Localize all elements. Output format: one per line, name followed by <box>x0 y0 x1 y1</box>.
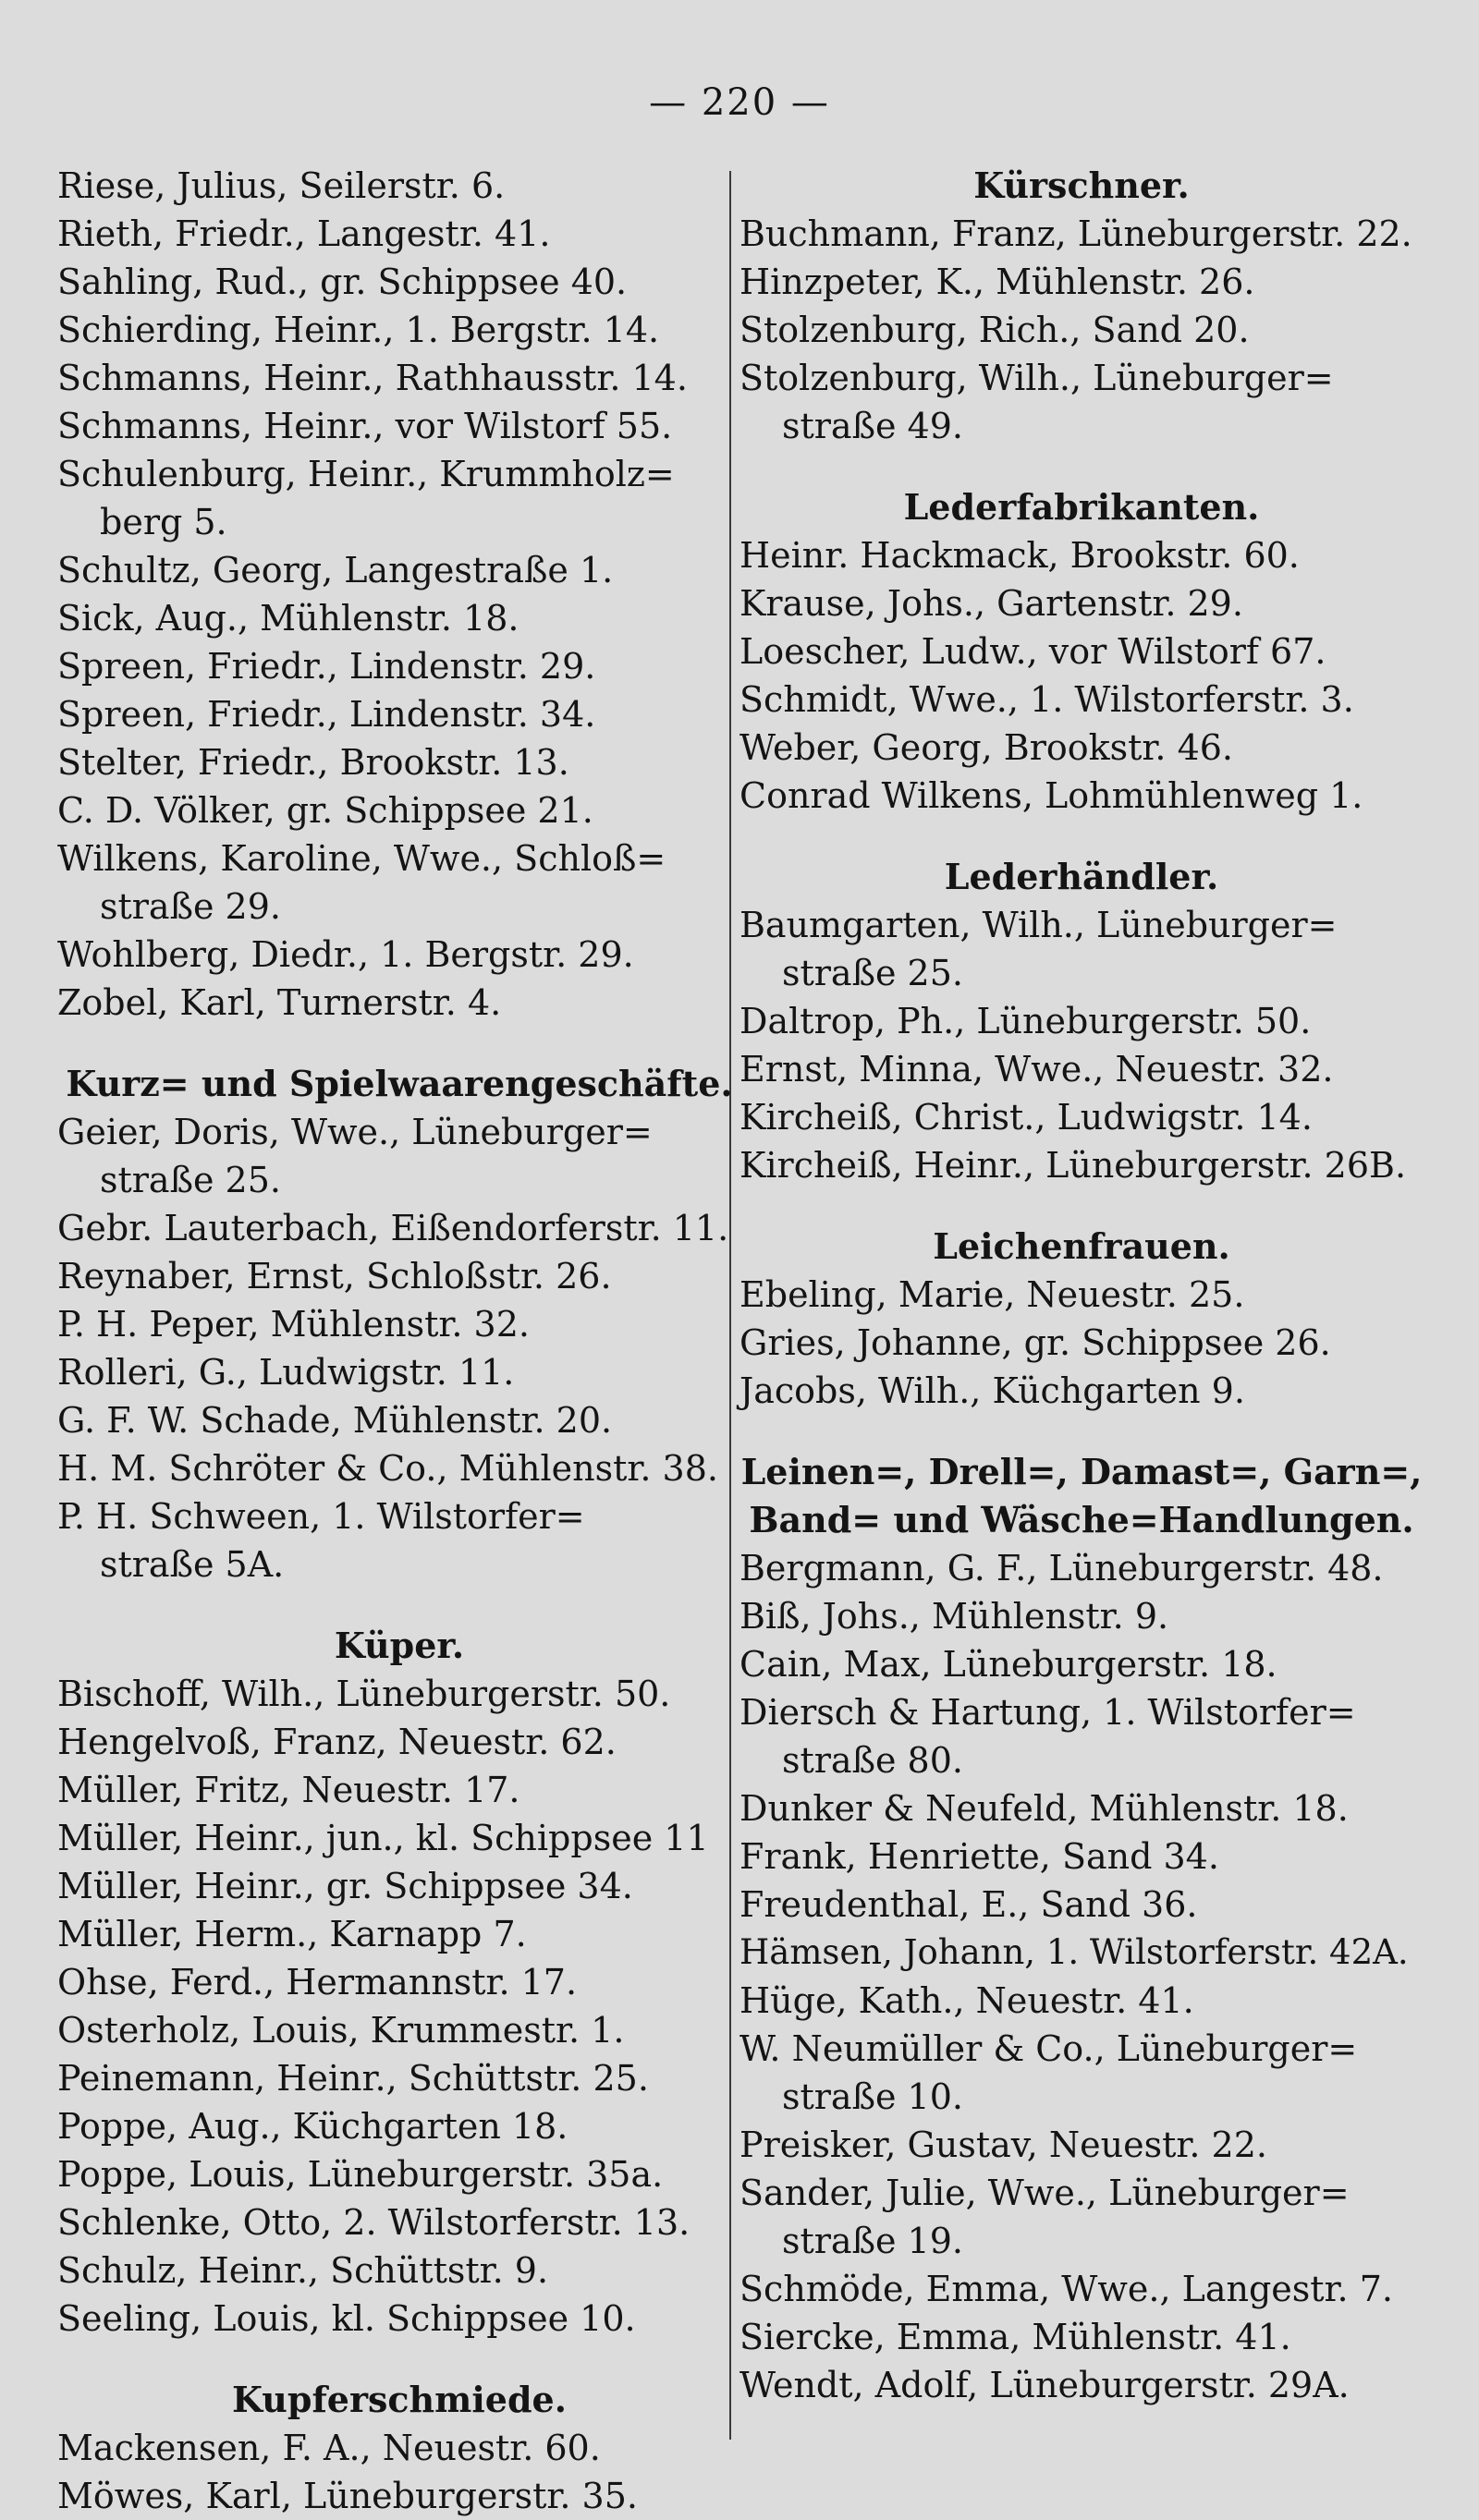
list-item: Kircheiß, Heinr., Lüneburgerstr. 26B. <box>740 1145 1407 1186</box>
list-item: Diersch & Hartung, 1. Wilstorfer= <box>740 1692 1356 1733</box>
list-item: Spreen, Friedr., Lindenstr. 29. <box>57 646 596 687</box>
list-item: Hämsen, Johann, 1. Wilstorferstr. 42A. <box>740 1932 1409 1972</box>
section-heading: Kürschner. <box>973 164 1190 206</box>
page-number: — 220 — <box>649 81 830 124</box>
list-item: Riese, Julius, Seilerstr. 6. <box>57 165 506 206</box>
list-item: Müller, Heinr., jun., kl. Schippsee 11 <box>57 1818 709 1858</box>
list-item: Geier, Doris, Wwe., Lüneburger= <box>57 1112 653 1152</box>
list-item-continuation: straße 19. <box>782 2221 963 2261</box>
list-item: Wohlberg, Diedr., 1. Bergstr. 29. <box>57 934 634 975</box>
list-item: Mackensen, F. A., Neuestr. 60. <box>57 2428 601 2468</box>
list-item: Seeling, Louis, kl. Schippsee 10. <box>57 2298 636 2339</box>
list-item: Rieth, Friedr., Langestr. 41. <box>57 213 551 254</box>
list-item: Stolzenburg, Wilh., Lüneburger= <box>740 358 1334 398</box>
list-item-continuation: straße 29. <box>100 886 281 927</box>
section-heading: Kurz= und Spielwaarengeschäfte. <box>66 1063 733 1104</box>
list-item: Ernst, Minna, Wwe., Neuestr. 32. <box>740 1049 1334 1090</box>
list-item: Baumgarten, Wilh., Lüneburger= <box>740 905 1338 945</box>
list-item: Hinzpeter, K., Mühlenstr. 26. <box>740 262 1255 302</box>
list-item: Sahling, Rud., gr. Schippsee 40. <box>57 262 628 302</box>
section-heading: Lederhändler. <box>944 856 1219 897</box>
list-item: W. Neumüller & Co., Lüneburger= <box>740 2028 1358 2069</box>
list-item: Osterholz, Louis, Krummestr. 1. <box>57 2010 625 2051</box>
list-item: Poppe, Louis, Lüneburgerstr. 35a. <box>57 2154 664 2195</box>
list-item: Heinr. Hackmack, Brookstr. 60. <box>740 535 1300 576</box>
list-item: Dunker & Neufeld, Mühlenstr. 18. <box>740 1788 1349 1829</box>
list-item: Jacobs, Wilh., Küchgarten 9. <box>740 1370 1245 1411</box>
list-item-continuation: berg 5. <box>100 502 227 542</box>
list-item: Siercke, Emma, Mühlenstr. 41. <box>740 2317 1291 2357</box>
section-kuerschner <box>740 162 1424 450</box>
list-item: Stolzenburg, Rich., Sand 20. <box>740 310 1250 350</box>
list-item: Wilkens, Karoline, Wwe., Schloß= <box>57 838 666 879</box>
list-item: Poppe, Aug., Küchgarten 18. <box>57 2106 568 2147</box>
list-item-continuation: straße 80. <box>782 1740 963 1781</box>
list-item: Hengelvoß, Franz, Neuestr. 62. <box>57 1722 617 1762</box>
section-heading: Leichenfrauen. <box>933 1225 1230 1267</box>
section-heading-line2: Band= und Wäsche=Handlungen. <box>749 1499 1414 1540</box>
section-heading: Kupferschmiede. <box>232 2379 567 2420</box>
section-leichenfrauen <box>740 1223 1424 1415</box>
section-heading: Leinen=, Drell=, Damast=, Garn=, <box>740 1451 1423 1492</box>
list-item: Schlenke, Otto, 2. Wilstorferstr. 13. <box>57 2202 691 2243</box>
list-item: P. H. Peper, Mühlenstr. 32. <box>57 1304 530 1345</box>
list-item: Hüge, Kath., Neuestr. 41. <box>740 1980 1194 2021</box>
section-lederfabrikanten <box>740 483 1424 820</box>
list-item: Peinemann, Heinr., Schüttstr. 25. <box>57 2058 649 2099</box>
list-item: Schmanns, Heinr., vor Wilstorf 55. <box>57 406 673 446</box>
left-column <box>57 162 741 2520</box>
list-item: Müller, Herm., Karnapp 7. <box>57 1914 527 1954</box>
list-item: Sick, Aug., Mühlenstr. 18. <box>57 598 519 639</box>
list-item: Schmöde, Emma, Wwe., Langestr. 7. <box>740 2269 1393 2309</box>
section-leinen-waesche <box>740 1448 1424 2409</box>
list-item: Weber, Georg, Brookstr. 46. <box>740 727 1234 768</box>
list-item: Bergmann, G. F., Lüneburgerstr. 48. <box>740 1548 1384 1589</box>
list-item: Buchmann, Franz, Lüneburgerstr. 22. <box>740 213 1412 254</box>
section-heading: Lederfabrikanten. <box>903 486 1260 528</box>
list-item: Müller, Heinr., gr. Schippsee 34. <box>57 1866 633 1906</box>
list-item: Müller, Fritz, Neuestr. 17. <box>57 1770 520 1810</box>
list-item: Kircheiß, Christ., Ludwigstr. 14. <box>740 1097 1313 1138</box>
list-item: Wendt, Adolf, Lüneburgerstr. 29A. <box>740 2365 1350 2405</box>
list-item: Bischoff, Wilh., Lüneburgerstr. 50. <box>57 1674 671 1714</box>
list-item: Schulz, Heinr., Schüttstr. 9. <box>57 2250 549 2291</box>
right-column <box>740 162 1424 2409</box>
list-item: Biß, Johs., Mühlenstr. 9. <box>740 1596 1169 1637</box>
list-item: Conrad Wilkens, Lohmühlenweg 1. <box>740 775 1363 816</box>
list-item: Zobel, Karl, Turnerstr. 4. <box>57 982 502 1023</box>
section-kueper <box>57 1622 741 2343</box>
list-item: Preisker, Gustav, Neuestr. 22. <box>740 2124 1267 2165</box>
list-item: Reynaber, Ernst, Schloßstr. 26. <box>57 1256 612 1297</box>
list-item: Frank, Henriette, Sand 34. <box>740 1836 1219 1877</box>
list-item: Schmidt, Wwe., 1. Wilstorferstr. 3. <box>740 679 1354 720</box>
list-item-continuation: straße 49. <box>782 406 963 446</box>
list-item: Möwes, Karl, Lüneburgerstr. 35. <box>57 2476 638 2516</box>
list-item: Spreen, Friedr., Lindenstr. 34. <box>57 694 596 735</box>
list-item-continuation: straße 25. <box>782 953 963 993</box>
list-item-continuation: straße 25. <box>100 1160 281 1200</box>
list-item: P. H. Schween, 1. Wilstorfer= <box>57 1496 585 1537</box>
list-item: Schultz, Georg, Langestraße 1. <box>57 550 614 590</box>
list-item: Sander, Julie, Wwe., Lüneburger= <box>740 2173 1350 2213</box>
list-item: Cain, Max, Lüneburgerstr. 18. <box>740 1644 1277 1685</box>
list-item: Gries, Johanne, gr. Schippsee 26. <box>740 1322 1331 1363</box>
list-item: Schulenburg, Heinr., Krummholz= <box>57 454 675 494</box>
list-item: Krause, Johs., Gartenstr. 29. <box>740 583 1243 624</box>
list-item: Ebeling, Marie, Neuestr. 25. <box>740 1274 1245 1315</box>
list-item: Ohse, Ferd., Hermannstr. 17. <box>57 1962 578 2003</box>
list-item: G. F. W. Schade, Mühlenstr. 20. <box>57 1400 613 1441</box>
list-item: Rolleri, G., Ludwigstr. 11. <box>57 1352 515 1393</box>
list-item: Freudenthal, E., Sand 36. <box>740 1884 1198 1925</box>
list-item-continuation: straße 5A. <box>100 1544 285 1585</box>
section-seiler-continued <box>57 162 741 1027</box>
list-item-continuation: straße 10. <box>782 2076 963 2117</box>
list-item: Schmanns, Heinr., Rathhausstr. 14. <box>57 358 688 398</box>
list-item: Stelter, Friedr., Brookstr. 13. <box>57 742 569 783</box>
section-lederhaendler <box>740 853 1424 1189</box>
section-heading: Küper. <box>334 1625 465 1666</box>
list-item: H. M. Schröter & Co., Mühlenstr. 38. <box>57 1448 718 1489</box>
section-kurz-spielwaaren <box>57 1060 741 1589</box>
section-kupferschmiede <box>57 2376 741 2520</box>
list-item: Gebr. Lauterbach, Eißendorferstr. 11. <box>57 1208 729 1248</box>
list-item: C. D. Völker, gr. Schippsee 21. <box>57 790 593 831</box>
list-item: Schierding, Heinr., 1. Bergstr. 14. <box>57 310 660 350</box>
list-item: Daltrop, Ph., Lüneburgerstr. 50. <box>740 1001 1312 1041</box>
list-item: Loescher, Ludw., vor Wilstorf 67. <box>740 631 1326 672</box>
